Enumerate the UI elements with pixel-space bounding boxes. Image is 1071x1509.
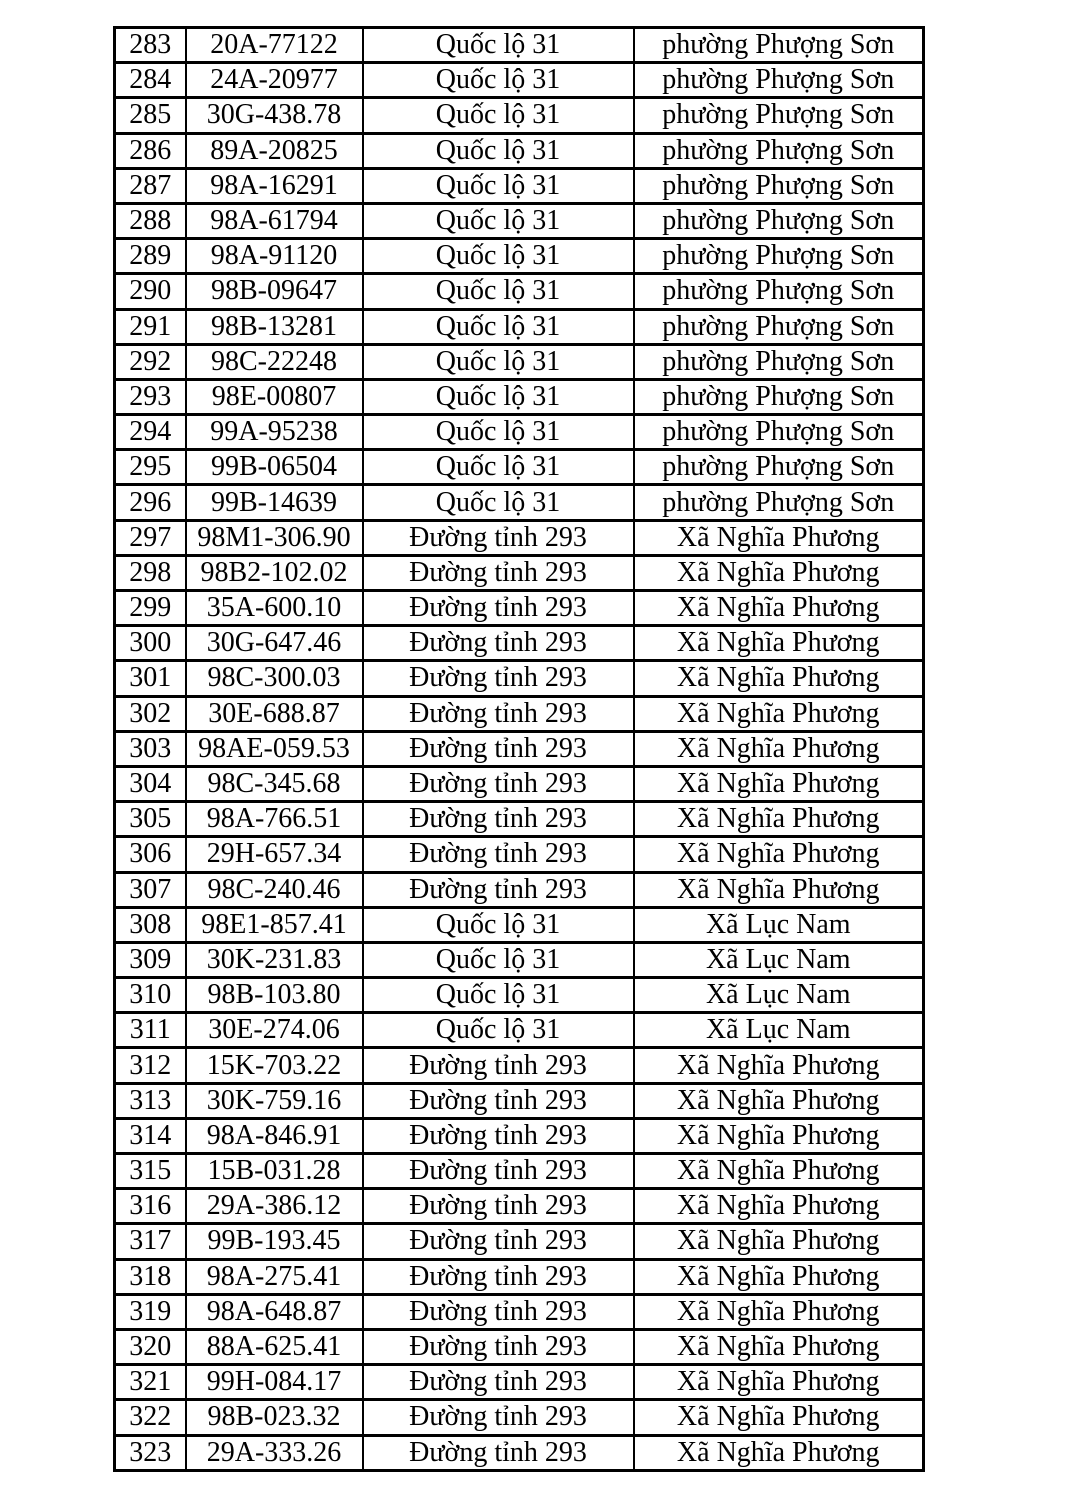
location-cell: Xã Nghĩa Phương [634,1329,924,1364]
plate-number-cell: 98A-91120 [186,239,363,274]
row-number-cell: 298 [115,555,186,590]
plate-number-cell: 35A-600.10 [186,591,363,626]
table-row [115,1083,924,1118]
row-number-cell: 301 [115,661,186,696]
location-cell: phường Phượng Sơn [634,379,924,414]
location-cell: Xã Lục Nam [634,1013,924,1048]
road-name-cell: Đường tỉnh 293 [363,1329,634,1364]
plate-number-cell: 98E1-857.41 [186,907,363,942]
road-name-cell: Đường tỉnh 293 [363,1365,634,1400]
plate-number-cell: 98C-300.03 [186,661,363,696]
road-name-cell: Quốc lộ 31 [363,978,634,1013]
road-name-cell: Đường tỉnh 293 [363,1259,634,1294]
location-cell: Xã Nghĩa Phương [634,802,924,837]
table-row [115,168,924,203]
location-cell: Xã Nghĩa Phương [634,1224,924,1259]
row-number-cell: 302 [115,696,186,731]
road-name-cell: Quốc lộ 31 [363,274,634,309]
road-name-cell: Đường tỉnh 293 [363,661,634,696]
table-row [115,978,924,1013]
row-number-cell: 287 [115,168,186,203]
road-name-cell: Đường tỉnh 293 [363,731,634,766]
location-cell: Xã Nghĩa Phương [634,766,924,801]
table-row [115,1259,924,1294]
table-row [115,415,924,450]
row-number-cell: 283 [115,28,186,63]
location-cell: phường Phượng Sơn [634,168,924,203]
table-row [115,872,924,907]
road-name-cell: Quốc lộ 31 [363,1013,634,1048]
road-name-cell: Đường tỉnh 293 [363,626,634,661]
row-number-cell: 294 [115,415,186,450]
plate-number-cell: 98A-61794 [186,203,363,238]
plate-number-cell: 99B-06504 [186,450,363,485]
location-cell: Xã Nghĩa Phương [634,661,924,696]
plate-number-cell: 98C-345.68 [186,766,363,801]
row-number-cell: 288 [115,203,186,238]
plate-number-cell: 98C-22248 [186,344,363,379]
table-row [115,766,924,801]
road-name-cell: Đường tỉnh 293 [363,837,634,872]
location-cell: phường Phượng Sơn [634,239,924,274]
plate-number-cell: 30E-274.06 [186,1013,363,1048]
table-row [115,731,924,766]
row-number-cell: 290 [115,274,186,309]
table-row [115,379,924,414]
plate-number-cell: 30E-688.87 [186,696,363,731]
row-number-cell: 309 [115,942,186,977]
location-cell: phường Phượng Sơn [634,63,924,98]
table-row [115,802,924,837]
table-row [115,555,924,590]
location-cell: Xã Nghĩa Phương [634,1154,924,1189]
row-number-cell: 303 [115,731,186,766]
table-row [115,485,924,520]
table-row [115,520,924,555]
row-number-cell: 300 [115,626,186,661]
row-number-cell: 295 [115,450,186,485]
plate-number-cell: 98B-09647 [186,274,363,309]
table-row [115,696,924,731]
row-number-cell: 321 [115,1365,186,1400]
road-name-cell: Quốc lộ 31 [363,415,634,450]
road-name-cell: Quốc lộ 31 [363,485,634,520]
table-row [115,661,924,696]
plate-number-cell: 98M1-306.90 [186,520,363,555]
table-row [115,626,924,661]
road-name-cell: Đường tỉnh 293 [363,1154,634,1189]
row-number-cell: 286 [115,133,186,168]
row-number-cell: 285 [115,98,186,133]
location-cell: Xã Nghĩa Phương [634,626,924,661]
table-row [115,1435,924,1471]
location-cell: phường Phượng Sơn [634,274,924,309]
location-cell: Xã Nghĩa Phương [634,520,924,555]
table-row [115,1154,924,1189]
row-number-cell: 304 [115,766,186,801]
plate-number-cell: 30K-231.83 [186,942,363,977]
location-cell: phường Phượng Sơn [634,98,924,133]
location-cell: phường Phượng Sơn [634,344,924,379]
plate-number-cell: 98B2-102.02 [186,555,363,590]
road-name-cell: Đường tỉnh 293 [363,1118,634,1153]
plate-number-cell: 29A-333.26 [186,1435,363,1471]
row-number-cell: 305 [115,802,186,837]
location-cell: phường Phượng Sơn [634,28,924,63]
road-name-cell: Đường tỉnh 293 [363,555,634,590]
location-cell: Xã Nghĩa Phương [634,1294,924,1329]
location-cell: phường Phượng Sơn [634,309,924,344]
vehicle-list-table [113,26,925,1472]
road-name-cell: Đường tỉnh 293 [363,872,634,907]
plate-number-cell: 98A-16291 [186,168,363,203]
location-cell: Xã Nghĩa Phương [634,1365,924,1400]
row-number-cell: 323 [115,1435,186,1471]
plate-number-cell: 99A-95238 [186,415,363,450]
row-number-cell: 299 [115,591,186,626]
location-cell: Xã Lục Nam [634,907,924,942]
location-cell: Xã Nghĩa Phương [634,731,924,766]
road-name-cell: Đường tỉnh 293 [363,766,634,801]
table-row [115,1118,924,1153]
table-row [115,1329,924,1364]
road-name-cell: Đường tỉnh 293 [363,591,634,626]
table-row [115,1400,924,1435]
road-name-cell: Đường tỉnh 293 [363,1294,634,1329]
road-name-cell: Đường tỉnh 293 [363,520,634,555]
table-row [115,1013,924,1048]
location-cell: phường Phượng Sơn [634,450,924,485]
plate-number-cell: 29A-386.12 [186,1189,363,1224]
table-row [115,1224,924,1259]
plate-number-cell: 99H-084.17 [186,1365,363,1400]
location-cell: Xã Lục Nam [634,978,924,1013]
location-cell: Xã Nghĩa Phương [634,591,924,626]
plate-number-cell: 98A-766.51 [186,802,363,837]
plate-number-cell: 15B-031.28 [186,1154,363,1189]
plate-number-cell: 30K-759.16 [186,1083,363,1118]
table-row [115,133,924,168]
vehicle-list-table-body [115,28,924,1471]
plate-number-cell: 99B-193.45 [186,1224,363,1259]
road-name-cell: Quốc lộ 31 [363,63,634,98]
row-number-cell: 317 [115,1224,186,1259]
plate-number-cell: 88A-625.41 [186,1329,363,1364]
plate-number-cell: 98B-13281 [186,309,363,344]
road-name-cell: Đường tỉnh 293 [363,802,634,837]
plate-number-cell: 99B-14639 [186,485,363,520]
table-row [115,591,924,626]
row-number-cell: 310 [115,978,186,1013]
road-name-cell: Quốc lộ 31 [363,379,634,414]
location-cell: Xã Nghĩa Phương [634,1048,924,1083]
plate-number-cell: 98A-846.91 [186,1118,363,1153]
road-name-cell: Quốc lộ 31 [363,239,634,274]
table-row [115,1189,924,1224]
plate-number-cell: 98E-00807 [186,379,363,414]
location-cell: Xã Nghĩa Phương [634,1259,924,1294]
table-row [115,450,924,485]
row-number-cell: 293 [115,379,186,414]
location-cell: Xã Nghĩa Phương [634,555,924,590]
row-number-cell: 320 [115,1329,186,1364]
row-number-cell: 316 [115,1189,186,1224]
road-name-cell: Quốc lộ 31 [363,309,634,344]
location-cell: Xã Nghĩa Phương [634,1400,924,1435]
table-row [115,344,924,379]
row-number-cell: 318 [115,1259,186,1294]
location-cell: Xã Nghĩa Phương [634,1083,924,1118]
row-number-cell: 297 [115,520,186,555]
plate-number-cell: 30G-647.46 [186,626,363,661]
table-row [115,907,924,942]
plate-number-cell: 98AE-059.53 [186,731,363,766]
location-cell: Xã Nghĩa Phương [634,837,924,872]
location-cell: phường Phượng Sơn [634,203,924,238]
table-row [115,28,924,63]
road-name-cell: Quốc lộ 31 [363,203,634,238]
table-row [115,942,924,977]
plate-number-cell: 98A-648.87 [186,1294,363,1329]
road-name-cell: Quốc lộ 31 [363,28,634,63]
row-number-cell: 292 [115,344,186,379]
road-name-cell: Đường tỉnh 293 [363,1435,634,1471]
table-row [115,203,924,238]
row-number-cell: 319 [115,1294,186,1329]
row-number-cell: 322 [115,1400,186,1435]
table-row [115,63,924,98]
row-number-cell: 314 [115,1118,186,1153]
road-name-cell: Quốc lộ 31 [363,907,634,942]
plate-number-cell: 30G-438.78 [186,98,363,133]
location-cell: phường Phượng Sơn [634,133,924,168]
row-number-cell: 315 [115,1154,186,1189]
row-number-cell: 308 [115,907,186,942]
row-number-cell: 289 [115,239,186,274]
location-cell: Xã Nghĩa Phương [634,1435,924,1471]
location-cell: Xã Nghĩa Phương [634,1118,924,1153]
location-cell: Xã Nghĩa Phương [634,696,924,731]
row-number-cell: 291 [115,309,186,344]
road-name-cell: Đường tỉnh 293 [363,1189,634,1224]
plate-number-cell: 98B-103.80 [186,978,363,1013]
location-cell: Xã Nghĩa Phương [634,1189,924,1224]
table-row [115,274,924,309]
table-row [115,837,924,872]
row-number-cell: 306 [115,837,186,872]
road-name-cell: Quốc lộ 31 [363,942,634,977]
plate-number-cell: 20A-77122 [186,28,363,63]
location-cell: phường Phượng Sơn [634,485,924,520]
row-number-cell: 307 [115,872,186,907]
road-name-cell: Đường tỉnh 293 [363,1224,634,1259]
location-cell: phường Phượng Sơn [634,415,924,450]
plate-number-cell: 98C-240.46 [186,872,363,907]
table-row [115,1294,924,1329]
table-row [115,309,924,344]
table-row [115,239,924,274]
row-number-cell: 311 [115,1013,186,1048]
road-name-cell: Quốc lộ 31 [363,133,634,168]
plate-number-cell: 89A-20825 [186,133,363,168]
road-name-cell: Quốc lộ 31 [363,450,634,485]
table-row [115,1365,924,1400]
table-row [115,98,924,133]
location-cell: Xã Nghĩa Phương [634,872,924,907]
table-row [115,1048,924,1083]
row-number-cell: 284 [115,63,186,98]
row-number-cell: 296 [115,485,186,520]
road-name-cell: Quốc lộ 31 [363,344,634,379]
plate-number-cell: 15K-703.22 [186,1048,363,1083]
plate-number-cell: 29H-657.34 [186,837,363,872]
road-name-cell: Đường tỉnh 293 [363,1048,634,1083]
row-number-cell: 312 [115,1048,186,1083]
plate-number-cell: 24A-20977 [186,63,363,98]
row-number-cell: 313 [115,1083,186,1118]
plate-number-cell: 98B-023.32 [186,1400,363,1435]
road-name-cell: Quốc lộ 31 [363,98,634,133]
road-name-cell: Đường tỉnh 293 [363,1400,634,1435]
road-name-cell: Quốc lộ 31 [363,168,634,203]
plate-number-cell: 98A-275.41 [186,1259,363,1294]
location-cell: Xã Lục Nam [634,942,924,977]
road-name-cell: Đường tỉnh 293 [363,696,634,731]
road-name-cell: Đường tỉnh 293 [363,1083,634,1118]
